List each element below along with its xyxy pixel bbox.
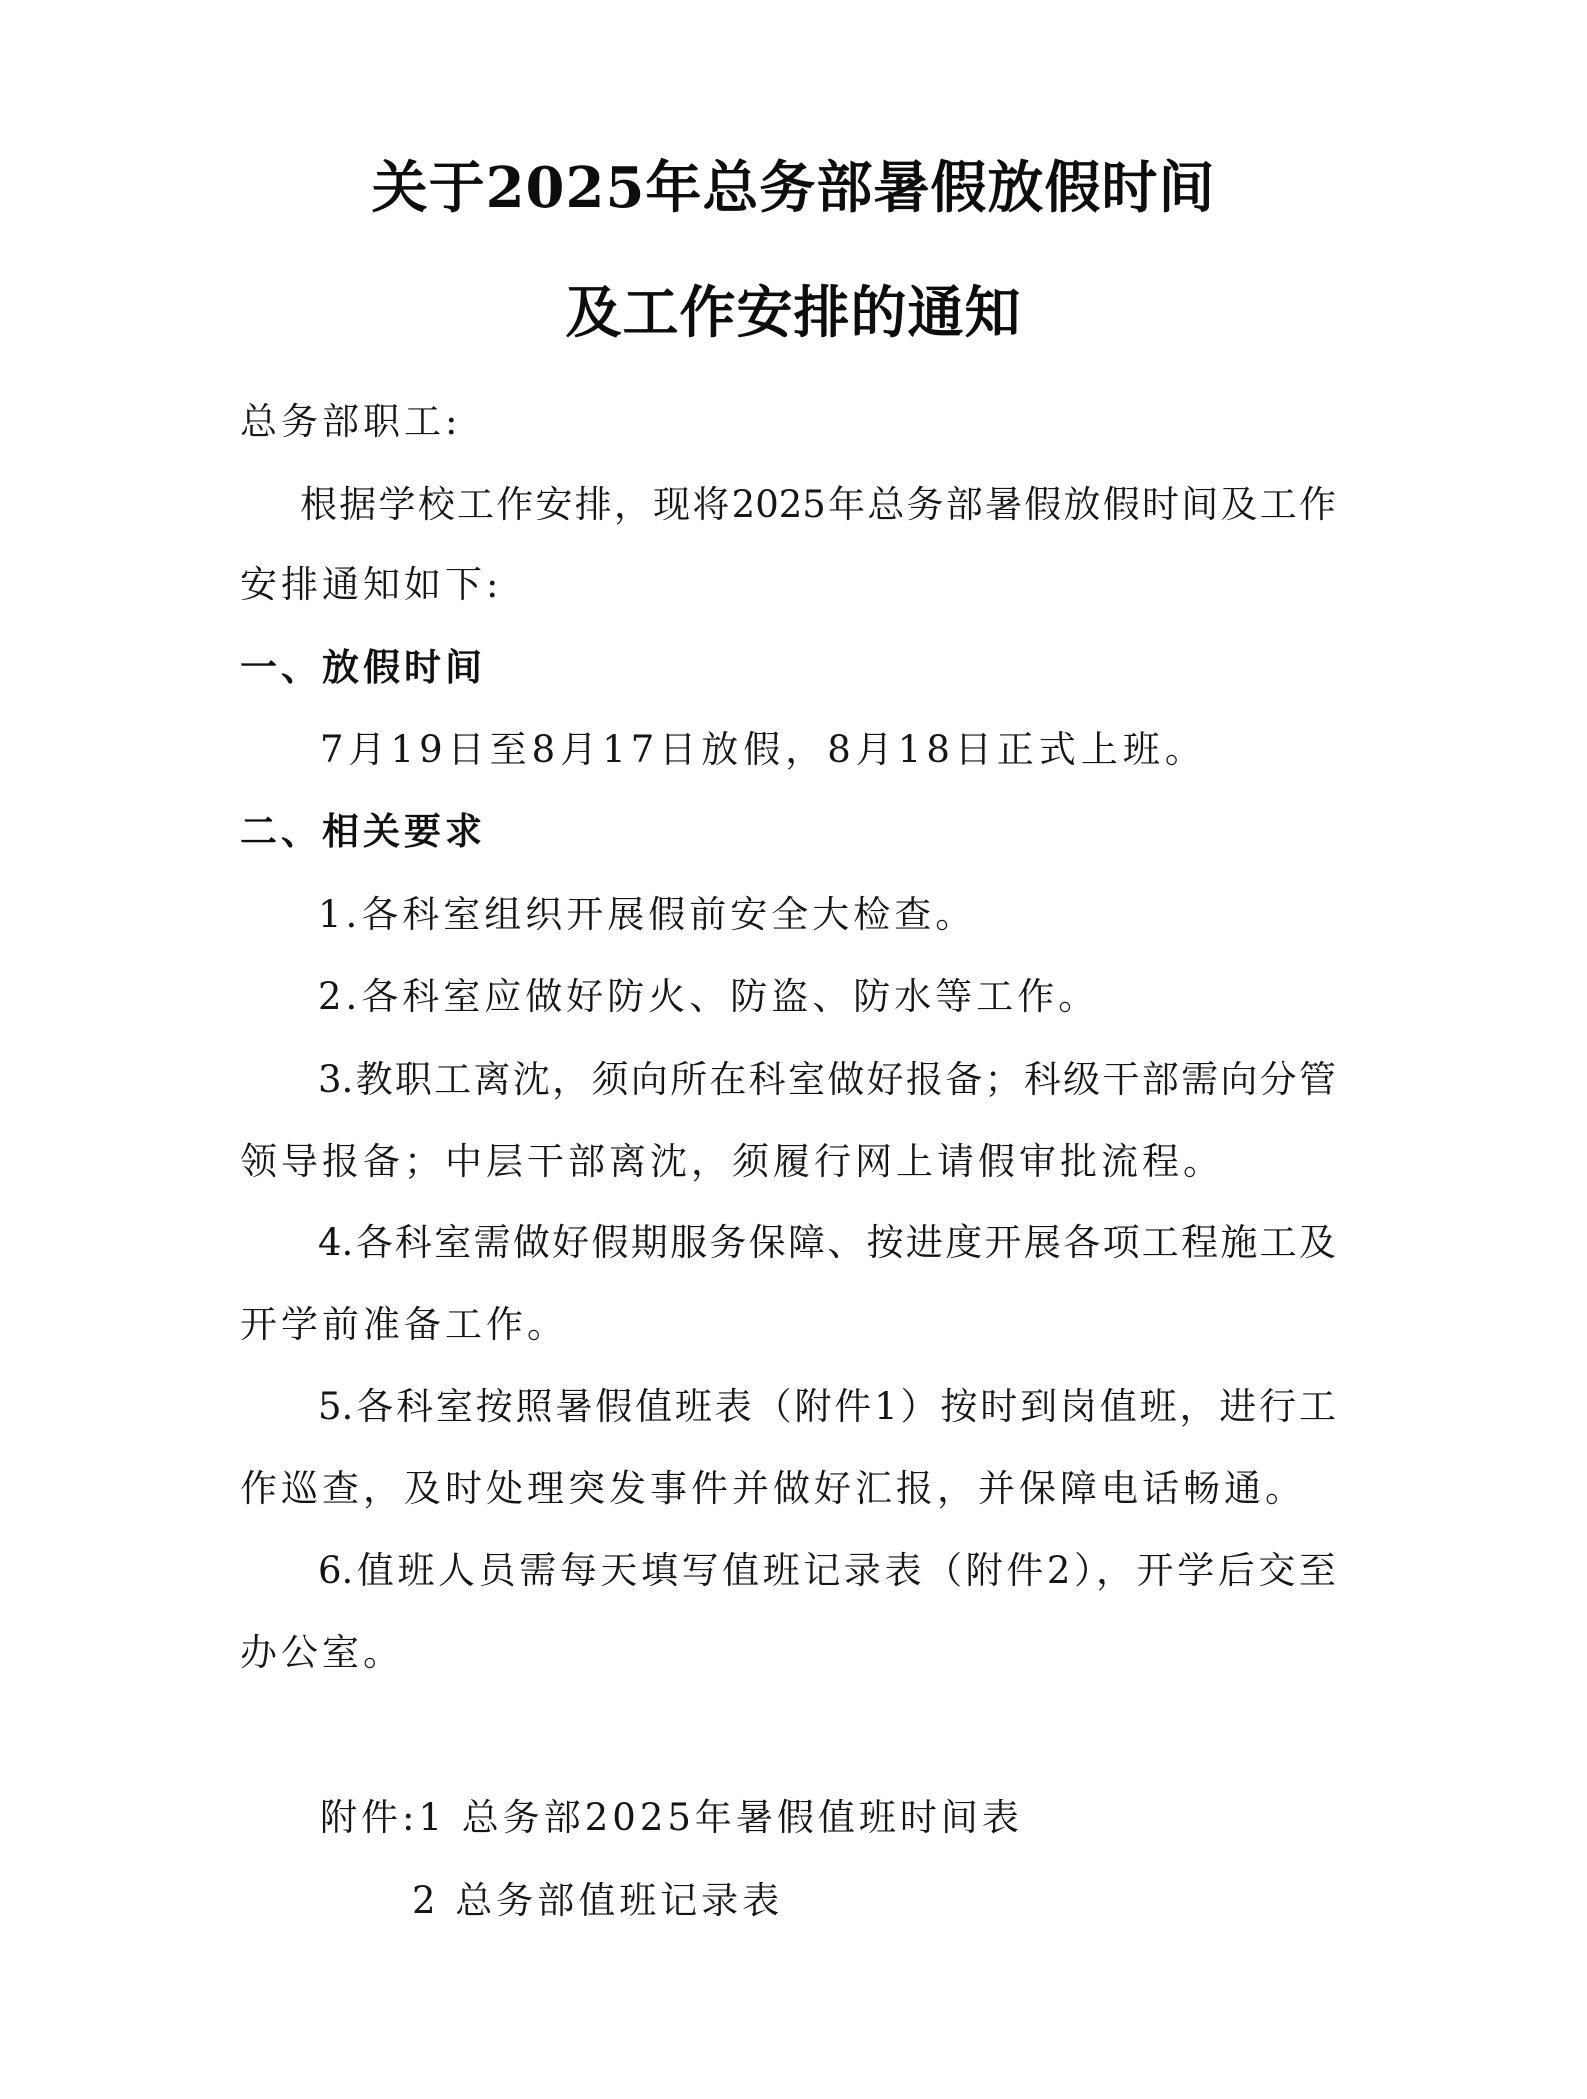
document-title-line-2: 及工作安排的通知	[565, 280, 1022, 346]
section-2-heading: 二、相关要求	[240, 810, 486, 853]
requirement-1: 1.各科室组织开展假前安全大检查。	[318, 893, 977, 936]
attachment-line-1: 附件:1 总务部2025年暑假值班时间表	[320, 1796, 1023, 1839]
section-1-text: 7月19日至8月17日放假，8月18日正式上班。	[320, 728, 1207, 771]
intro-line-2: 安排通知如下:	[240, 563, 503, 606]
requirement-2: 2.各科室应做好防火、防盗、防水等工作。	[318, 975, 1100, 1018]
requirement-4-line-2: 开学前准备工作。	[240, 1303, 568, 1346]
intro-line-1: 根据学校工作安排，现将2025年总务部暑假放假时间及工作	[300, 483, 1336, 526]
requirement-3-line-2: 领导报备；中层干部离沈，须履行网上请假审批流程。	[240, 1140, 1224, 1183]
document-title-line-1: 关于2025年总务部暑假放假时间	[371, 155, 1216, 221]
salutation: 总务部职工:	[240, 400, 462, 443]
requirement-3-line-1: 3.教职工离沈，须向所在科室做好报备；科级干部需向分管	[318, 1058, 1336, 1101]
requirement-6-line-1: 6.值班人员需每天填写值班记录表（附件2），开学后交至	[318, 1549, 1336, 1592]
requirement-5-line-2: 作巡查，及时处理突发事件并做好汇报，并保障电话畅通。	[240, 1467, 1306, 1510]
attachment-line-2: 2 总务部值班记录表	[412, 1879, 784, 1922]
section-1-heading: 一、放假时间	[240, 646, 486, 689]
requirement-5-line-1: 5.各科室按照暑假值班表（附件1）按时到岗值班，进行工	[318, 1385, 1336, 1428]
requirement-4-line-1: 4.各科室需做好假期服务保障、按进度开展各项工程施工及	[318, 1221, 1336, 1264]
requirement-6-line-2: 办公室。	[240, 1631, 404, 1674]
